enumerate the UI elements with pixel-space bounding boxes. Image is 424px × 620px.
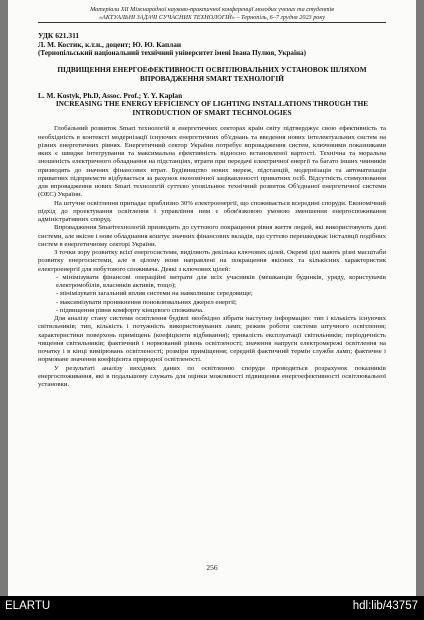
title-english: INCREASING THE ENERGY EFFICIENCY OF LIGHTING INSTALLATIONS THROUGH THE INTRODUCTION OF SMART TECHNOLOGIES [55,98,369,117]
authors-ukrainian: Л. М. Костик, к.т.н., доцент; Ю. Ю. Каплан [38,40,182,50]
paragraph: З точки зору розвитку всієї енергосистеми, виділяють декілька ключових цілей. Окремі цілі мають різні масштаби розвитку енергосистеми, але в цілому вони направлені на покращення якісних та кількісних характеристик електроенергії для побутового споживача. Деякі з ключових цілей: [38,249,386,273]
running-header [38,6,386,21]
bullet-item: - мінімізувати загальний вплив системи на навколишнє середовище; [56,290,253,298]
document-page [8,0,416,596]
paragraph: Глобальний розвиток Smart технологій в енергетичних секторах країн світу підтверджує свою ефективність та необхідність в контексті модернізації існуючих енергетичних об'єднань та введення нових інтелектуальних систем на різних енергетичних рівнях. Енергетичний сектор України потребує впровадження систем, ключовими показниками яких є швидке інтегрування та максимальна ефективність відносно встановленої вартості. Технічна та моральна зношеність електричного обладнання на підстанціях, втрати при передачі електричної енергії та багато інших чинників призводять до значних фінансових втрат. Будівництво нових мереж, підстанцій, модернізація та автоматизація приватних підприємств відбувається за рахунок економічної зацікавленості приватних осіб. Відсутність стимулювання для впровадження нових Smart технологій суттєво уповільнює технічний розвиток Об'єднаної енергетичної системи (ОЕС) України. [38,125,386,199]
affiliation: (Тернопільський національний технічний університет імені Івана Пулюя, Україна) [38,49,306,58]
article-body [38,125,386,389]
paragraph: На штучне освітлення припадає приблизно 30% електроенергії, що споживається всередині споруди. Економічний підхід до проектування освітлення і управління ним є обов'язковою умовою зменшення енергоспоживання адміністративних споруд. [38,199,386,224]
header-rule [38,22,386,23]
repository-name: ELARTU [5,600,51,612]
running-header-line-2: «АКТУАЛЬНІ ЗАДАЧІ СУЧАСНИХ ТЕХНОЛОГІЙ» – Тернопіль, 6–7 грудня 2023 року [98,13,326,21]
paragraph: Для аналізу стану системи освітлення будівлі необхідно зібрати наступну інформацію: тип і кількість існуючих світильників; тип, кількість і потужність використовуваних ламп; режим роботи системи штучного освітлення; характеристики поверхонь приміщень (коефіцієнти відбивання); тривалість експлуатації світильників; періодичність чищення світильників; фактичний і нормований рівень освітленості; значення напруги електромережі освітлення на початку і в кінці вимірювань освітленості; розміри приміщення; середній фактичний термін служби ламп; фактичне і нормоване значення коефіцієнта природної освітленості. [38,315,386,364]
bullet-item: - максимізувати проникнення поновлювальних джерел енергії; [56,298,237,306]
title-ukrainian: ПІДВИЩЕННЯ ЕНЕРГОЕФЕКТИВНОСТІ ОСВІТЛЮВАЛЬНИХ УСТАНОВОК ШЛЯХОМ ВПРОВАДЖЕННЯ SMART ТЕХНОЛОГІЙ [57,65,367,83]
paragraph: У результаті аналізу вихідних даних по освітленню споруди проводиться розрахунок показників енергоспоживання, які в подальшому служать для оцінки можливості підвищення енергоефективності освітлювальної установки. [38,364,386,389]
paragraph: Впровадження Smartтехнологій призводить до суттєвого покращення рівня життя людей, які використовують дані системи, але якісне і нове обладнання коштує значних фінансових вкладів, що суттєво перешкоджає інсталяції подібних систем в енергетичному секторі України. [38,224,386,248]
authors-english: L. M. Kostyk, Ph.D, Assoc. Prof.; Y. Y. Kaplan [38,90,183,100]
bullet-item: - підвищення рівня комфорту кінцевого споживача. [56,306,204,314]
bullet-item: - мінімізувати фінансові операційні витрати для всіх учасників (мешканців будинків, уряду, користувачів електромобілів, власників активів, тощо); [56,273,386,290]
page-number: 256 [206,563,218,572]
udc-code: УДК 621.311 [38,31,80,41]
running-header-line-1: Матеріали ХІІ Міжнародної науково-практичної конференції молодих учених та студентів [90,6,334,13]
handle-identifier[interactable]: hdl:lib/43757 [352,600,418,612]
footer-bar [0,596,424,620]
